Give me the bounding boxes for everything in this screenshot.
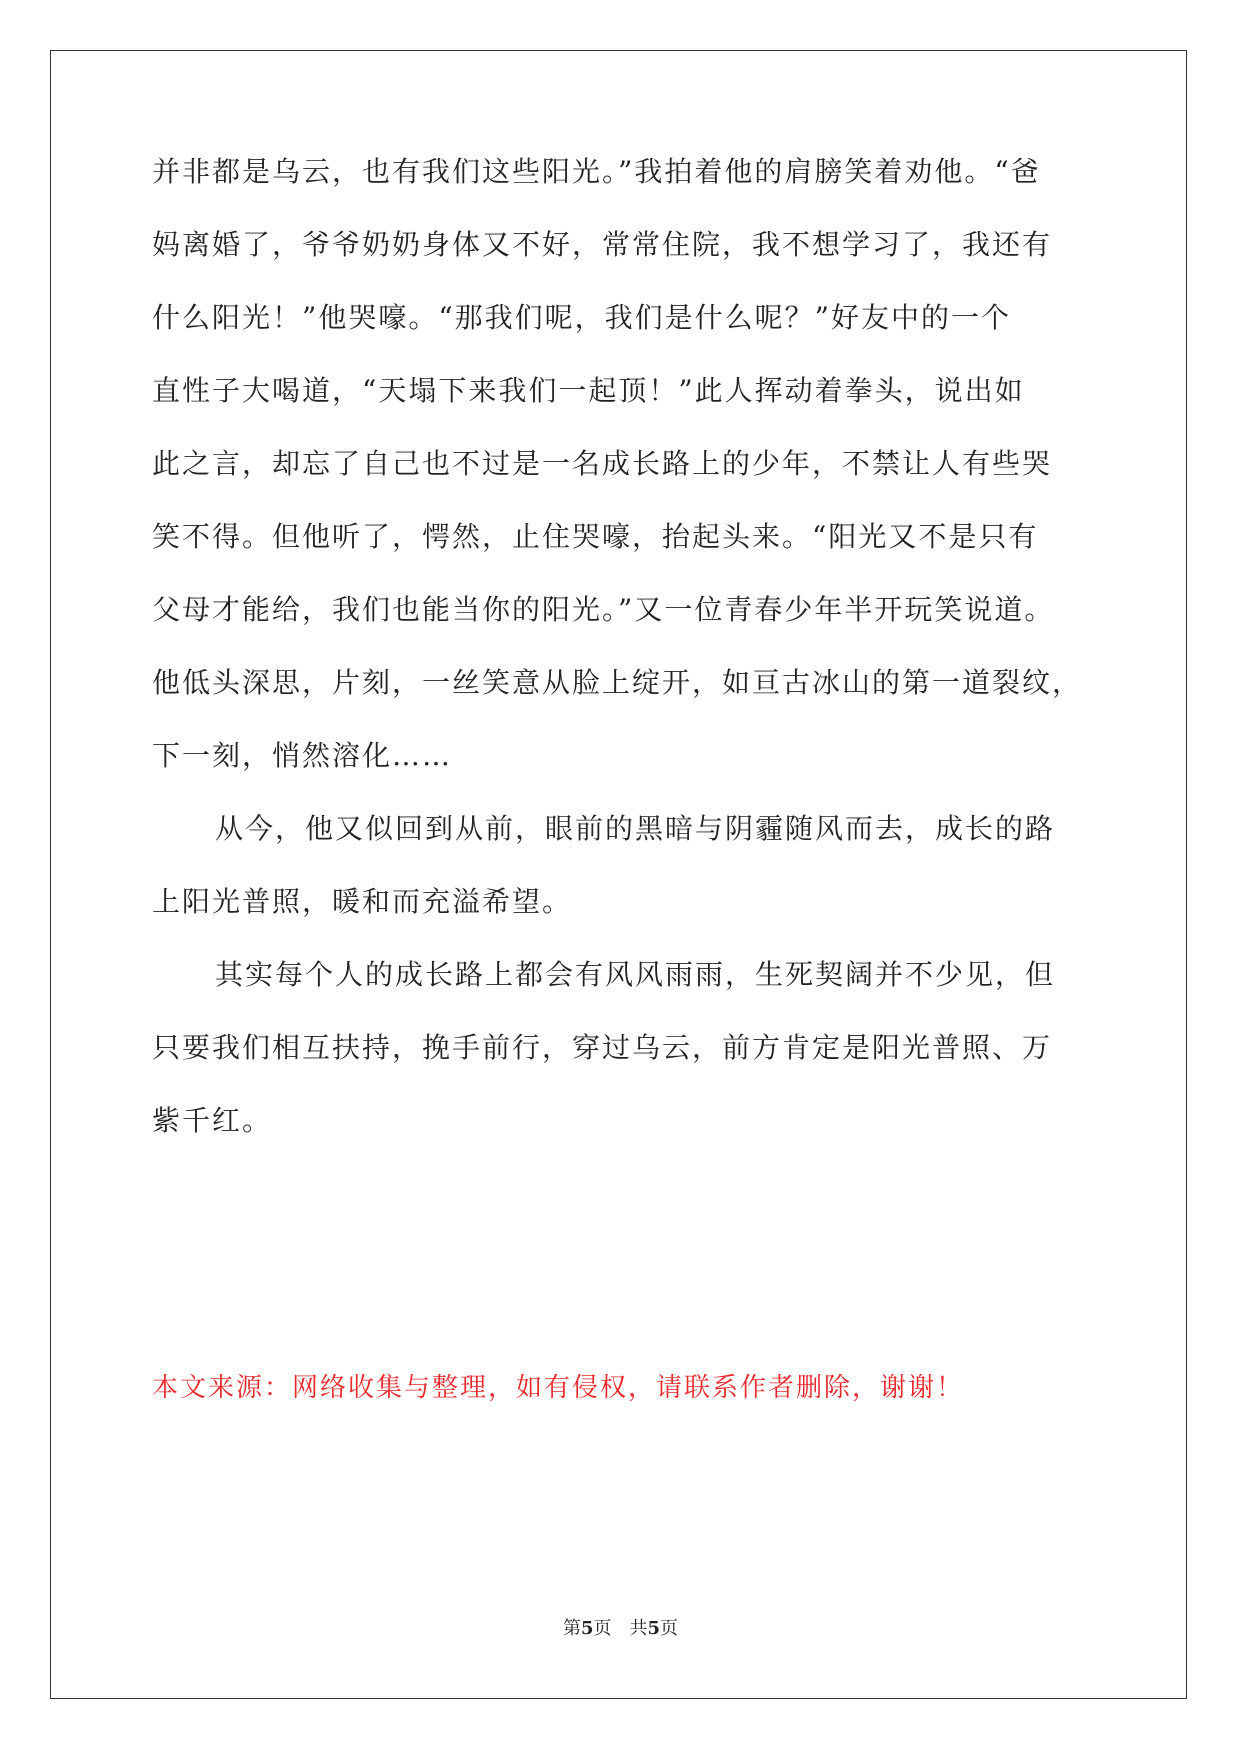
- paragraph-line: 上阳光普照，暖和而充溢希望。: [152, 885, 573, 918]
- paragraph-line: 从今，他又似回到从前，眼前的黑暗与阴霾随风而去，成长的路: [215, 812, 1056, 845]
- paragraph-line: 紫千红。: [152, 1104, 273, 1137]
- page-unit: 页: [593, 1618, 612, 1639]
- paragraph-line: 下一刻，悄然溶化……: [152, 739, 453, 772]
- paragraph-line: 父母才能给，我们也能当你的阳光。”又一位青春少年半开玩笑说道。: [152, 593, 1055, 626]
- paragraph-line: 只要我们相互扶持，挽手前行，穿过乌云，前方肯定是阳光普照、万: [152, 1031, 1053, 1064]
- page-current: 5: [580, 1618, 594, 1639]
- paragraph-line: 妈离婚了，爷爷奶奶身体又不好，常常住院，我不想学习了，我还有: [152, 228, 1053, 261]
- page-total: 5: [647, 1618, 661, 1639]
- paragraph-line: 什么阳光！”他哭嚎。“那我们呢，我们是什么呢？”好友中的一个: [152, 301, 1011, 334]
- paragraph-line: 此之言，却忘了自己也不过是一名成长路上的少年，不禁让人有些哭: [152, 447, 1053, 480]
- total-prefix: 共: [629, 1618, 648, 1639]
- paragraph-line: 其实每个人的成长路上都会有风风雨雨，生死契阔并不少见，但: [215, 958, 1056, 991]
- paragraph-line: 并非都是乌云，也有我们这些阳光。”我拍着他的肩膀笑着劝他。“爸: [152, 155, 1041, 188]
- page-footer: [0, 1614, 1241, 1640]
- total-unit: 页: [660, 1618, 679, 1639]
- paragraph-line: 笑不得。但他听了，愕然，止住哭嚎，抬起头来。“阳光又不是只有: [152, 520, 1039, 553]
- source-note: 本文来源：网络收集与整理，如有侵权，请联系作者删除，谢谢！: [152, 1373, 965, 1403]
- paragraph-line: 他低头深思，片刻，一丝笑意从脸上绽开，如亘古冰山的第一道裂纹，: [152, 666, 1083, 699]
- paragraph-line: 直性子大喝道，“天塌下来我们一起顶！”此人挥动着拳头，说出如: [152, 374, 1025, 407]
- page-prefix: 第: [562, 1618, 581, 1639]
